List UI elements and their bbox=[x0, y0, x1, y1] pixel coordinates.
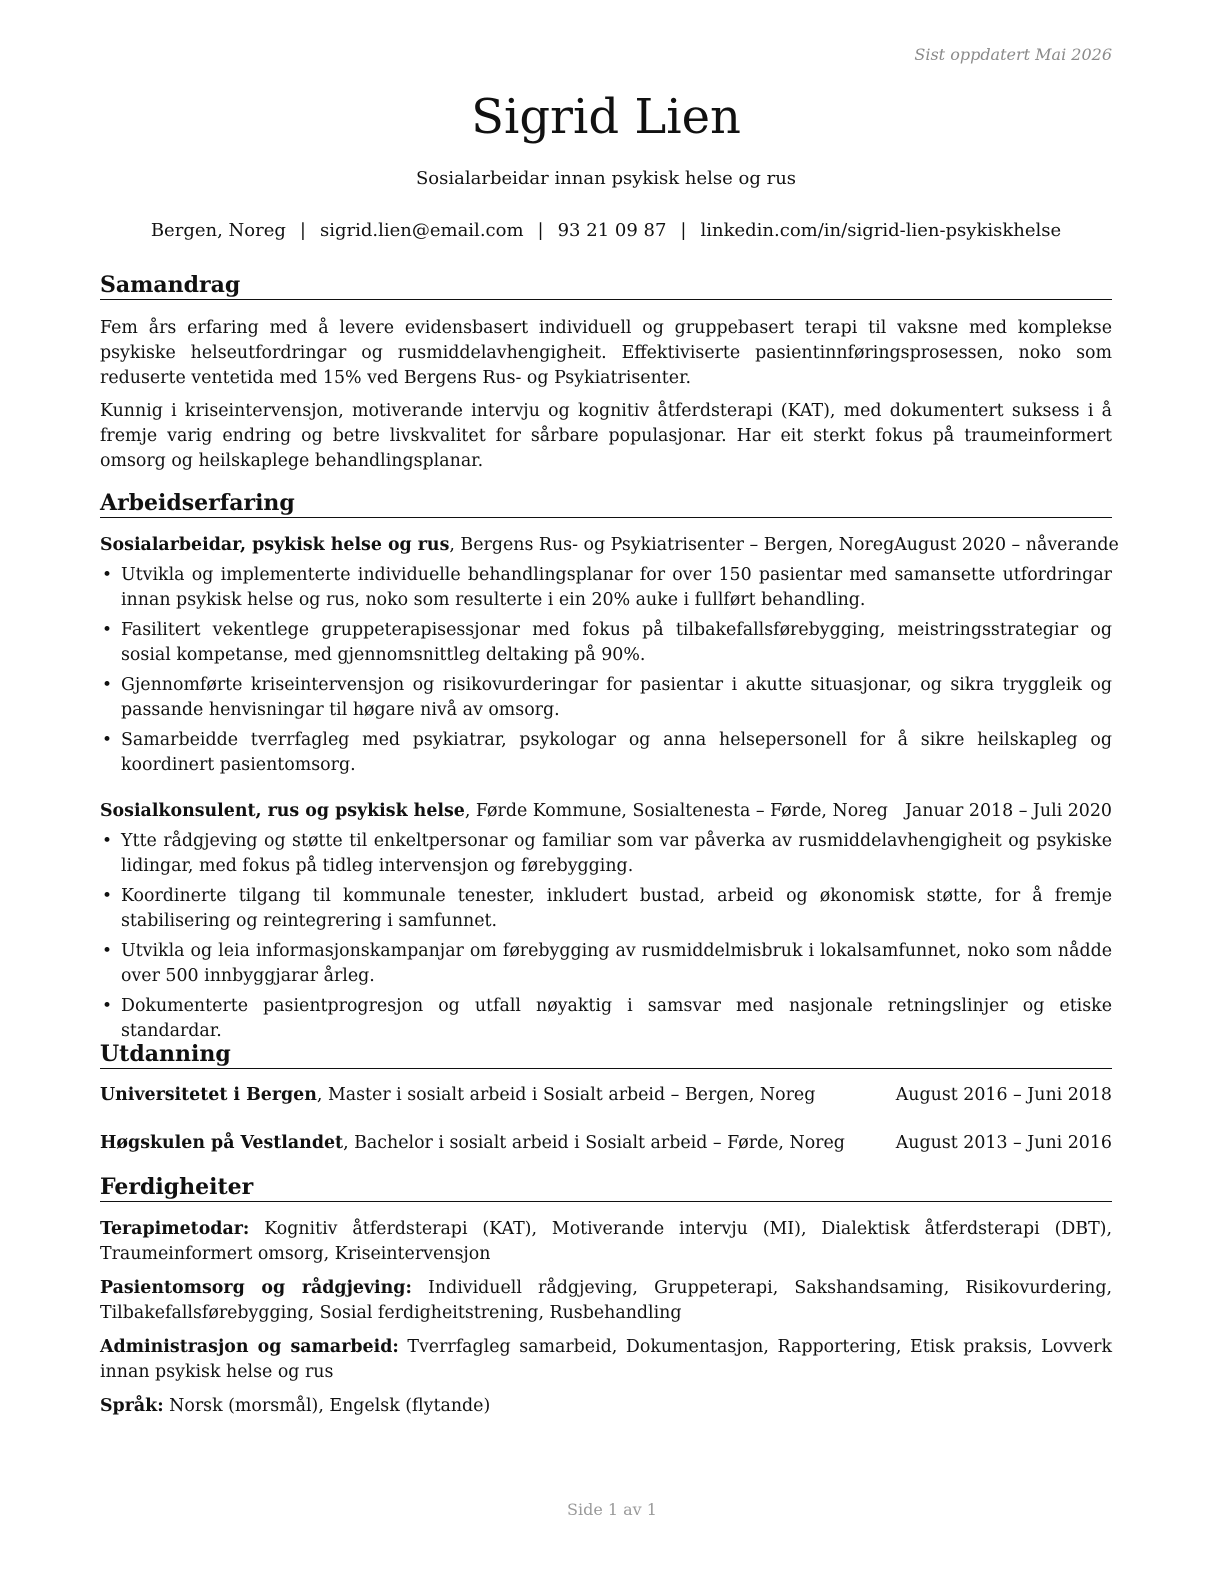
list-item: • Dokumenterte pasientprogresjon og utfall nøyaktig i samsvar med nasjonale retningslinjer og etiske standardar. bbox=[100, 994, 1112, 1044]
summary-paragraph: Fem års erfaring med å levere evidensbasert individuell og gruppebasert terapi til vaksne med komplekse psykiske helseutfordringar og rusmiddelavhengigheit. Effektiviserte pasientinnføringsprosessen, noko som reduserte ventetida med 15% ved Bergens Rus- og Psykiatrisenter. bbox=[100, 318, 1112, 388]
skill-label: Administrasjon og samarbeid: bbox=[100, 1337, 399, 1357]
job-header bbox=[100, 533, 1119, 558]
job-entry bbox=[100, 799, 1112, 1044]
skill-list: Norsk (morsmål), Engelsk (flytande) bbox=[163, 1396, 491, 1416]
job-organization: , Førde Kommune, Sosialtenesta – Førde, Noreg bbox=[464, 801, 888, 821]
school-name: Universitetet i Bergen bbox=[100, 1085, 317, 1105]
list-item: • Ytte rådgjeving og støtte til enkeltpersonar og familiar som var påverka av rusmiddelavhengigheit og psykiske lidingar, med fokus på tidleg intervensjon og førebygging. bbox=[100, 829, 1112, 879]
section-heading: Samandrag bbox=[100, 271, 1112, 300]
school-name: Høgskulen på Vestlandet bbox=[100, 1133, 344, 1153]
list-item: • Utvikla og implementerte individuelle behandlingsplanar for over 150 pasientar med samansette utfordringar innan psykisk helse og rus, noko som resulterte i ein 20% auke i fullført behandling. bbox=[100, 563, 1112, 613]
job-organization: , Bergens Rus- og Psykiatrisenter – Bergen, Noreg bbox=[449, 535, 895, 555]
skill-group bbox=[100, 1217, 1112, 1267]
section-heading: Arbeidserfaring bbox=[100, 489, 1112, 518]
job-entry bbox=[100, 533, 1119, 778]
skill-list: Tverrfagleg samarbeid, Dokumentasjon, Rapportering, Etisk praksis, Lovverk innan psykisk helse og rus bbox=[100, 1337, 1112, 1382]
job-dates: Januar 2018 – Juli 2020 bbox=[904, 801, 1112, 821]
candidate-name: Sigrid Lien bbox=[471, 89, 741, 145]
skill-label: Terapimetodar: bbox=[100, 1219, 250, 1239]
page-number: Side 1 av 1 bbox=[567, 1500, 657, 1519]
skill-group bbox=[100, 1276, 1112, 1326]
job-title: Sosialkonsulent, rus og psykisk helse bbox=[100, 801, 465, 821]
degree-detail: , Bachelor i sosialt arbeid i Sosialt arbeid – Førde, Noreg bbox=[343, 1133, 845, 1153]
skill-label: Pasientomsorg og rådgjeving: bbox=[100, 1278, 412, 1298]
skill-list: Individuell rådgjeving, Gruppeterapi, Sakshandsaming, Risikovurdering, Tilbakefallsførebygging, Sosial ferdigheitstrening, Rusbehandling bbox=[100, 1278, 1113, 1323]
degree-detail: , Master i sosialt arbeid i Sosialt arbeid – Bergen, Noreg bbox=[316, 1085, 816, 1105]
summary-paragraph: Kunnig i kriseintervensjon, motiverande intervju og kognitiv åtferdsterapi (KAT), med dokumentert suksess i å fremje varig endring og betre livskvalitet for sårbare populasjonar. Har eit sterkt fokus på traumeinformert omsorg og heilskaplege behandlingsplanar. bbox=[100, 401, 1112, 471]
list-item: • Gjennomførte kriseintervensjon og risikovurderingar for pasientar i akutte situasjonar, og sikra tryggleik og passande henvisningar til høgare nivå av omsorg. bbox=[100, 673, 1112, 723]
section-heading: Ferdigheiter bbox=[100, 1173, 1112, 1202]
education-dates: August 2013 – Juni 2016 bbox=[895, 1133, 1112, 1153]
list-item: • Fasilitert vekentlege gruppeterapisessjonar med fokus på tilbakefallsførebygging, meistringsstrategiar og sosial kompetanse, med gjennomsnittleg deltaking på 90%. bbox=[100, 618, 1112, 668]
list-item: • Samarbeidde tverrfagleg med psykiatrar, psykologar og anna helsepersonell for å sikre heilskapleg og koordinert pasientomsorg. bbox=[100, 728, 1112, 778]
skill-list: Kognitiv åtferdsterapi (KAT), Motiverande intervju (MI), Dialektisk åtferdsterapi (DBT), Traumeinformert omsorg, Kriseintervensjon bbox=[100, 1219, 1112, 1264]
job-dates: August 2020 – nåverande bbox=[894, 535, 1119, 555]
last-updated: Sist oppdatert Mai 2026 bbox=[914, 45, 1112, 64]
list-item: • Koordinerte tilgang til kommunale tenester, inkludert bustad, arbeid og økonomisk støtte, for å fremje stabilisering og reintegrering i samfunnet. bbox=[100, 884, 1112, 934]
contact-separator: | bbox=[299, 220, 306, 241]
education-entry bbox=[100, 1083, 1112, 1108]
job-bullets bbox=[100, 829, 1112, 1044]
contact-phone: 93 21 09 87 bbox=[557, 220, 667, 241]
education-dates: August 2016 – Juni 2018 bbox=[895, 1085, 1112, 1105]
contact-line bbox=[100, 220, 1112, 241]
skill-group bbox=[100, 1335, 1112, 1385]
job-header bbox=[100, 799, 1112, 824]
skills-section bbox=[100, 1173, 1112, 1419]
job-title: Sosialarbeidar, psykisk helse og rus bbox=[100, 535, 450, 555]
summary-section bbox=[100, 271, 1112, 474]
contact-location: Bergen, Noreg bbox=[150, 220, 286, 241]
skill-label: Språk: bbox=[100, 1396, 164, 1416]
contact-linkedin[interactable]: linkedin.com/in/sigrid-lien-psykiskhelse bbox=[700, 220, 1062, 241]
skill-group bbox=[100, 1394, 1112, 1419]
job-bullets bbox=[100, 563, 1112, 778]
education-section bbox=[100, 1040, 1112, 1156]
list-item: • Utvikla og leia informasjonskampanjar om førebygging av rusmiddelmisbruk i lokalsamfunnet, noko som nådde over 500 innbyggjarar årleg. bbox=[100, 939, 1112, 989]
job-title: Sosialarbeidar innan psykisk helse og rus bbox=[415, 168, 797, 189]
contact-separator: | bbox=[680, 220, 687, 241]
experience-section bbox=[100, 489, 1119, 1044]
section-heading: Utdanning bbox=[100, 1040, 1112, 1069]
contact-separator: | bbox=[537, 220, 544, 241]
contact-email[interactable]: sigrid.lien@email.com bbox=[319, 220, 524, 241]
education-entry bbox=[100, 1131, 1112, 1156]
